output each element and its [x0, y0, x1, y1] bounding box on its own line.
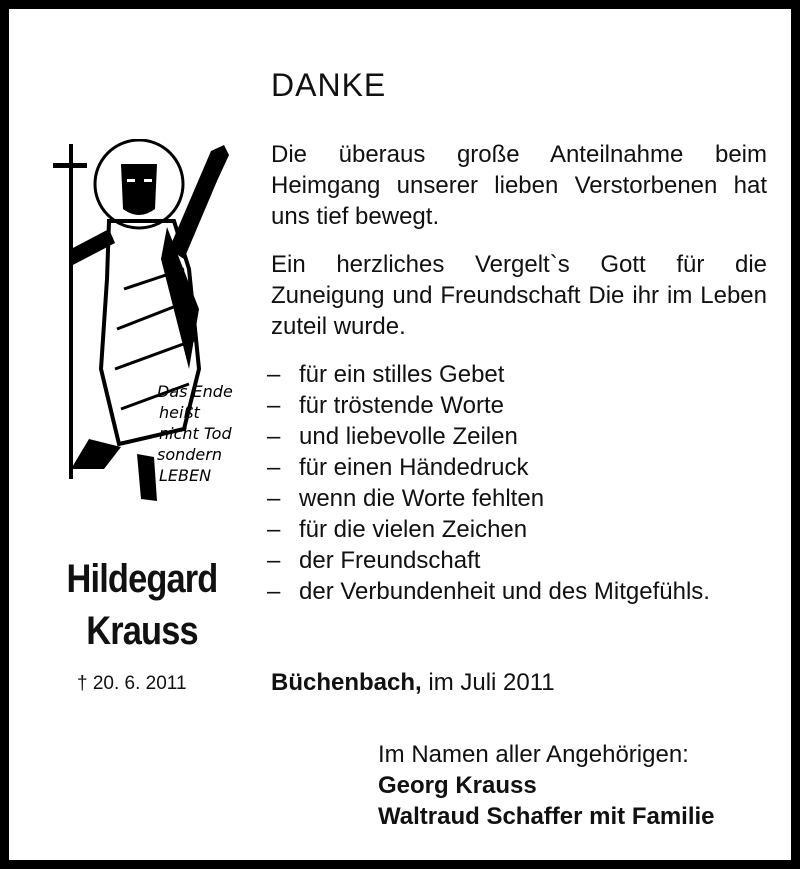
illustration-caption-line-4: sondern	[157, 445, 222, 464]
list-item	[267, 359, 767, 390]
deceased-name	[53, 553, 230, 657]
list-item-text: für einen Händedruck	[299, 454, 529, 481]
list-dash: –	[267, 485, 281, 512]
list-item-text: der Freundschaft	[299, 547, 481, 574]
illustration-caption-line-3: nicht Tod	[159, 424, 232, 443]
list-dash: –	[267, 547, 281, 574]
death-date: † 20. 6. 2011	[77, 673, 187, 694]
list-dash: –	[267, 423, 281, 450]
place-date-line	[271, 669, 555, 697]
list-item-text: für die vielen Zeichen	[299, 516, 528, 543]
list-item-text: und liebevolle Zeilen	[299, 423, 518, 450]
signer-name: Georg Krauss	[378, 772, 537, 799]
list-dash: –	[267, 454, 281, 481]
signature-intro: Im Namen aller Angehörigen:	[378, 741, 689, 768]
resurrection-illustration	[49, 139, 249, 519]
list-item	[267, 390, 767, 421]
illustration-caption-line-2: heißt	[159, 403, 200, 422]
list-item	[267, 421, 767, 452]
list-item-text: für ein stilles Gebet	[299, 361, 505, 388]
list-dash: –	[267, 361, 281, 388]
thanks-paragraph-2: Ein herzliches Vergelt`s Gott für die Zuneigung und Freundschaft Die ihr im Leben zuteil wurde.	[271, 251, 767, 340]
notice-heading: DANKE	[271, 67, 387, 103]
list-item	[267, 576, 767, 607]
list-item-text: der Verbundenheit und des Mitgefühls.	[299, 578, 710, 605]
list-item-text: für tröstende Worte	[299, 392, 504, 419]
deceased-first-name: Hildegard	[66, 557, 218, 601]
list-item	[267, 514, 767, 545]
list-item	[267, 545, 767, 576]
date-text: im Juli 2011	[421, 669, 555, 696]
signature-block	[378, 739, 715, 832]
illustration-caption-line-5: LEBEN	[159, 466, 212, 485]
thanks-paragraph-1: Die überaus große Anteilnahme beim Heimgang unserer lieben Verstorbenen hat uns tief bewegt.	[271, 141, 767, 230]
list-item-text: wenn die Worte fehlten	[299, 485, 545, 512]
deceased-last-name: Krauss	[86, 609, 198, 653]
list-item	[267, 483, 767, 514]
illustration-caption-line-1: Das Ende	[157, 382, 233, 401]
list-dash: –	[267, 392, 281, 419]
list-dash: –	[267, 578, 281, 605]
signer-name: Waltraud Schaffer mit Familie	[378, 803, 715, 830]
place-name: Büchenbach,	[271, 669, 422, 696]
thanks-list	[267, 359, 767, 607]
list-dash: –	[267, 516, 281, 543]
list-item	[267, 452, 767, 483]
